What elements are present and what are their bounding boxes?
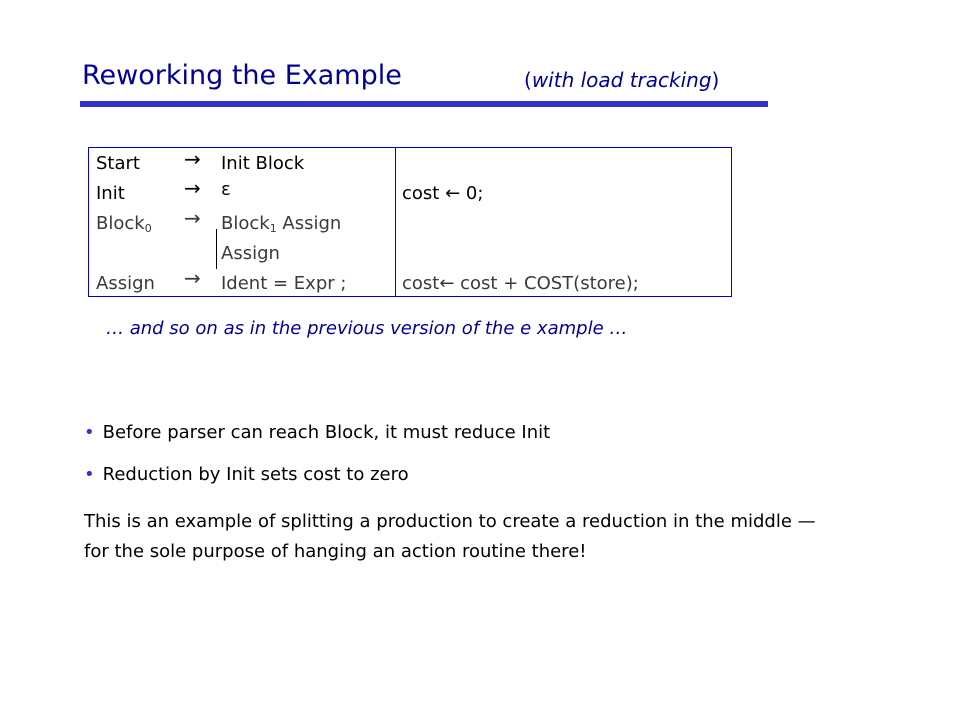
bullet-text: Reduction by Init sets cost to zero: [102, 464, 409, 485]
grammar-rhs-block: [221, 211, 341, 242]
rhs-block-tail: Assign: [276, 213, 342, 234]
production-arrow-icon: →: [184, 147, 201, 171]
grammar-lhs-block: [96, 211, 152, 242]
production-arrow-icon: →: [184, 206, 201, 230]
rhs-block-subscript: 1: [269, 222, 277, 235]
lhs-block-name: Block: [96, 213, 145, 234]
rhs-block-name: Block: [221, 213, 270, 234]
grammar-rhs-assign-alt: Assign: [221, 243, 280, 264]
grammar-lhs-assign: Assign: [96, 273, 155, 294]
grammar-rhs-epsilon: ε: [221, 179, 231, 200]
production-arrow-icon: →: [184, 266, 201, 290]
grammar-action-assign: cost← cost + COST(store);: [402, 273, 639, 294]
explanation-paragraph: This is an example of splitting a production to create a reduction in the middle — for the sole purpose of hanging an action routine there!: [84, 511, 816, 562]
grammar-rhs-ident: Ident = Expr ;: [221, 273, 347, 294]
grammar-rhs-start: Init Block: [221, 153, 305, 174]
grammar-lhs-init: Init: [96, 183, 125, 204]
bullet-icon: •: [84, 422, 95, 443]
bullet-icon: •: [84, 464, 95, 485]
lhs-block-subscript: 0: [144, 222, 152, 235]
bullet-item: [84, 420, 550, 446]
production-arrow-icon: →: [184, 176, 201, 200]
subtitle-text: with load tracking: [531, 68, 712, 92]
slide-title: Reworking the Example: [82, 60, 402, 91]
subtitle-close-paren: ): [711, 68, 720, 92]
title-underline: [80, 101, 768, 107]
bullet-text: Before parser can reach Block, it must reduce Init: [102, 422, 551, 443]
continuation-note: … and so on as in the previous version of the e xample …: [106, 318, 628, 339]
alternative-bar: [216, 229, 217, 269]
slide-subtitle: [524, 66, 719, 94]
bullet-item: [84, 462, 409, 488]
grammar-lhs-start: Start: [96, 153, 140, 174]
grammar-action-init: cost ← 0;: [402, 183, 484, 204]
subtitle-open-paren: (: [524, 68, 532, 92]
grammar-column-divider: [395, 148, 396, 296]
